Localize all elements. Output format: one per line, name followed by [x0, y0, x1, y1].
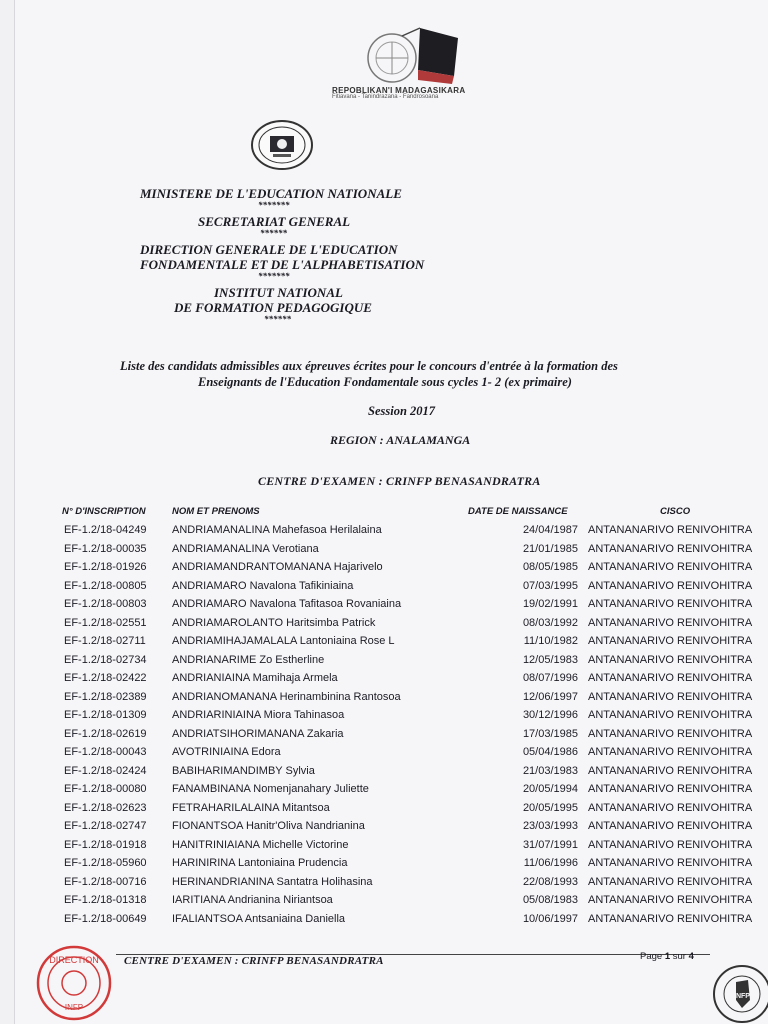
registration-number-cell: EF-1.2/18-00043 [64, 746, 147, 758]
table-row [0, 837, 768, 856]
candidate-name-cell: ANDRIARINIAINA Miora Tahinasoa [172, 709, 345, 721]
birth-date-cell: 11/10/1982 [523, 635, 578, 647]
stamp-dark-text: INFP [734, 993, 750, 1000]
birth-date-cell: 19/02/1991 [522, 598, 578, 610]
page-prefix: Page [640, 951, 663, 962]
registration-number-cell: EF-1.2/18-02747 [64, 820, 147, 832]
table-row [0, 559, 768, 578]
ministry-name: MINISTERE DE L'EDUCATION NATIONALE [140, 186, 402, 201]
candidate-name-cell: AVOTRINIAINA Edora [172, 746, 281, 758]
table-row [0, 578, 768, 597]
candidate-name-cell: ANDRIAMARO Navalona Tafitasoa Rovaniaina [172, 598, 402, 610]
direction-name-line1: DIRECTION GENERALE DE L'EDUCATION [140, 242, 398, 257]
registration-number-cell: EF-1.2/18-02619 [64, 727, 147, 740]
separator: ****** [264, 314, 291, 324]
cisco-cell: ANTANANARIVO RENIVOHITRA [588, 783, 753, 795]
secretariat-name: SECRETARIAT GENERAL [198, 214, 351, 229]
cisco-cell: ANTANANARIVO RENIVOHITRA [588, 690, 753, 703]
table-row [0, 596, 768, 615]
cisco-cell: ANTANANARIVO RENIVOHITRA [588, 875, 753, 888]
table-row [0, 541, 768, 560]
candidate-name-cell: ANDRIAMIHAJAMALALA Lantoniaina Rose L [172, 635, 395, 647]
registration-number-cell: EF-1.2/18-01309 [64, 709, 147, 721]
table-row [0, 707, 768, 726]
birth-date-cell: 10/06/1997 [522, 912, 578, 925]
stamp-red-bottom-text: INFP [64, 1003, 84, 1012]
document-title [100, 358, 700, 390]
header-name: NOM ET PRENOMS [172, 506, 260, 517]
candidate-name-cell: HARINIRINA Lantoniaina Prudencia [172, 857, 348, 869]
registration-number-cell: EF-1.2/18-02424 [64, 764, 147, 777]
birth-date-cell: 23/03/1993 [522, 820, 578, 832]
cisco-cell: ANTANANARIVO RENIVOHITRA [588, 653, 753, 666]
institute-name-line1: INSTITUT NATIONAL [214, 285, 343, 300]
republic-emblem-icon [362, 24, 462, 90]
registration-number-cell: EF-1.2/18-00080 [64, 783, 147, 795]
cisco-cell: ANTANANARIVO RENIVOHITRA [588, 727, 753, 740]
registration-number-cell: EF-1.2/18-02389 [64, 690, 147, 703]
ministry-seal-icon [251, 120, 313, 170]
table-header [0, 506, 768, 520]
cisco-cell: ANTANANARIVO RENIVOHITRA [588, 801, 753, 814]
registration-number-cell: EF-1.2/18-02551 [64, 616, 147, 629]
registration-number-cell: EF-1.2/18-02422 [64, 672, 147, 684]
cisco-cell: ANTANANARIVO RENIVOHITRA [588, 746, 753, 758]
candidate-name-cell: IFALIANTSOA Antsaniaina Daniella [172, 912, 346, 925]
candidates-table [0, 522, 768, 929]
birth-date-cell: 31/07/1991 [522, 838, 578, 851]
table-row [0, 726, 768, 745]
birth-date-cell: 08/07/1996 [522, 672, 578, 684]
candidate-name-cell: BABIHARIMANDIMBY Sylvia [172, 764, 315, 777]
header-birth-date: DATE DE NAISSANCE [468, 506, 568, 517]
registration-number-cell: EF-1.2/18-02734 [64, 653, 147, 666]
table-row [0, 633, 768, 652]
cisco-cell: ANTANANARIVO RENIVOHITRA [588, 579, 753, 592]
birth-date-cell: 30/12/1996 [522, 709, 578, 721]
institute-name-line2: DE FORMATION PEDAGOGIQUE [174, 300, 372, 315]
table-row [0, 689, 768, 708]
table-row [0, 744, 768, 763]
birth-date-cell: 12/05/1983 [522, 653, 578, 666]
issuer-header [140, 186, 480, 328]
page-mid: sur [672, 951, 686, 962]
separator: ******* [258, 271, 290, 281]
table-row [0, 911, 768, 930]
candidate-name-cell: ANDRIANARIME Zo Estherline [172, 653, 325, 666]
candidate-name-cell: FETRAHARILALAINA Mitantsoa [172, 801, 330, 814]
registration-number-cell: EF-1.2/18-01318 [64, 894, 147, 906]
candidate-name-cell: ANDRIAMARO Navalona Tafikiniaina [172, 579, 354, 592]
cisco-cell: ANTANANARIVO RENIVOHITRA [588, 764, 753, 777]
candidate-name-cell: HERINANDRIANINA Santatra Holihasina [172, 875, 373, 888]
exam-centre-label: CENTRE D'EXAMEN : CRINFP BENASANDRATRA [258, 474, 541, 488]
cisco-cell: ANTANANARIVO RENIVOHITRA [588, 524, 753, 536]
table-row [0, 522, 768, 541]
registration-number-cell: EF-1.2/18-01926 [64, 561, 147, 573]
birth-date-cell: 07/03/1995 [522, 579, 578, 592]
birth-date-cell: 05/04/1986 [522, 746, 578, 758]
cisco-cell: ANTANANARIVO RENIVOHITRA [588, 820, 753, 832]
candidate-name-cell: HANITRINIAIANA Michelle Victorine [172, 838, 349, 851]
table-row [0, 652, 768, 671]
registration-number-cell: EF-1.2/18-02711 [64, 635, 146, 647]
candidate-name-cell: ANDRIAMANALINA Verotiana [172, 542, 319, 555]
separator: ******* [258, 200, 290, 210]
cisco-cell: ANTANANARIVO RENIVOHITRA [588, 709, 753, 721]
birth-date-cell: 17/03/1985 [522, 727, 578, 740]
birth-date-cell: 20/05/1995 [522, 801, 578, 814]
table-row [0, 670, 768, 689]
table-row [0, 615, 768, 634]
registration-number-cell: EF-1.2/18-00649 [64, 912, 147, 925]
cisco-cell: ANTANANARIVO RENIVOHITRA [588, 616, 753, 629]
birth-date-cell: 22/08/1993 [522, 875, 578, 888]
registration-number-cell: EF-1.2/18-00716 [64, 875, 147, 888]
candidate-name-cell: ANDRIAMAROLANTO Haritsimba Patrick [172, 616, 376, 629]
session-label: Session 2017 [368, 404, 436, 418]
candidate-name-cell: ANDRIANIAINA Mamihaja Armela [172, 672, 338, 684]
registration-number-cell: EF-1.2/18-00035 [64, 542, 147, 555]
birth-date-cell: 21/01/1985 [522, 542, 578, 555]
registration-number-cell: EF-1.2/18-02623 [64, 801, 147, 814]
direction-stamp-icon [32, 944, 116, 1022]
birth-date-cell: 11/06/1996 [523, 857, 578, 869]
cisco-cell: ANTANANARIVO RENIVOHITRA [588, 598, 753, 610]
registration-number-cell: EF-1.2/18-04249 [64, 524, 147, 536]
infp-stamp-icon [712, 960, 768, 1024]
table-row [0, 855, 768, 874]
candidate-name-cell: ANDRIANOMANANA Herinambinina Rantosoa [172, 690, 401, 703]
table-row [0, 874, 768, 893]
footer-centre-label: CENTRE D'EXAMEN : CRINFP BENASANDRATRA [124, 955, 384, 967]
candidate-name-cell: ANDRIAMANALINA Mahefasoa Herilalaina [172, 524, 382, 536]
page-current: 1 [664, 951, 671, 962]
separator: ****** [260, 228, 287, 238]
table-row [0, 781, 768, 800]
header-cisco: CISCO [660, 506, 691, 517]
title-line1: Liste des candidats admissibles aux épreuves écrites pour le concours d'entrée à la formation des [120, 359, 618, 373]
table-row [0, 763, 768, 782]
table-row [0, 892, 768, 911]
cisco-cell: ANTANANARIVO RENIVOHITRA [588, 635, 753, 647]
candidate-name-cell: ANDRIAMANDRANTOMANANA Hajarivelo [172, 561, 383, 573]
birth-date-cell: 21/03/1983 [522, 764, 578, 777]
cisco-cell: ANTANANARIVO RENIVOHITRA [588, 857, 753, 869]
candidate-name-cell: FANAMBINANA Nomenjanahary Juliette [172, 783, 369, 795]
registration-number-cell: EF-1.2/18-00805 [64, 579, 147, 592]
birth-date-cell: 24/04/1987 [522, 524, 578, 536]
page-total: 4 [688, 951, 694, 962]
birth-date-cell: 05/08/1983 [522, 894, 578, 906]
republic-motto: Fitiavana - Tanindrazana - Fandrosoana [332, 94, 439, 100]
page-number [640, 951, 694, 962]
cisco-cell: ANTANANARIVO RENIVOHITRA [588, 838, 753, 851]
region-label: REGION : ANALAMANGA [330, 433, 471, 447]
registration-number-cell: EF-1.2/18-01918 [64, 838, 147, 851]
header-registration-number: N° D'INSCRIPTION [62, 506, 146, 517]
table-row [0, 818, 768, 837]
registration-number-cell: EF-1.2/18-05960 [64, 857, 147, 869]
table-row [0, 800, 768, 819]
candidate-name-cell: ANDRIATSIHORIMANANA Zakaria [172, 727, 344, 740]
birth-date-cell: 08/05/1985 [522, 561, 578, 573]
republic-name: REPOBLIKAN'I MADAGASIKARA [332, 86, 466, 95]
birth-date-cell: 08/03/1992 [522, 616, 578, 629]
birth-date-cell: 12/06/1997 [522, 690, 578, 703]
cisco-cell: ANTANANARIVO RENIVOHITRA [588, 561, 753, 573]
cisco-cell: ANTANANARIVO RENIVOHITRA [588, 912, 753, 925]
cisco-cell: ANTANANARIVO RENIVOHITRA [588, 672, 753, 684]
title-line2: Enseignants de l'Education Fondamentale sous cycles 1- 2 (ex primaire) [198, 375, 572, 389]
cisco-cell: ANTANANARIVO RENIVOHITRA [588, 542, 753, 555]
candidate-name-cell: FIONANTSOA Hanitr'Oliva Nandrianina [172, 820, 365, 832]
stamp-red-top-text: DIRECTION [49, 955, 99, 965]
birth-date-cell: 20/05/1994 [522, 783, 578, 795]
registration-number-cell: EF-1.2/18-00803 [64, 598, 147, 610]
cisco-cell: ANTANANARIVO RENIVOHITRA [588, 894, 753, 906]
direction-name-line2: FONDAMENTALE ET DE L'ALPHABETISATION [140, 257, 425, 272]
candidate-name-cell: IARITIANA Andrianina Niriantsoa [172, 894, 333, 906]
